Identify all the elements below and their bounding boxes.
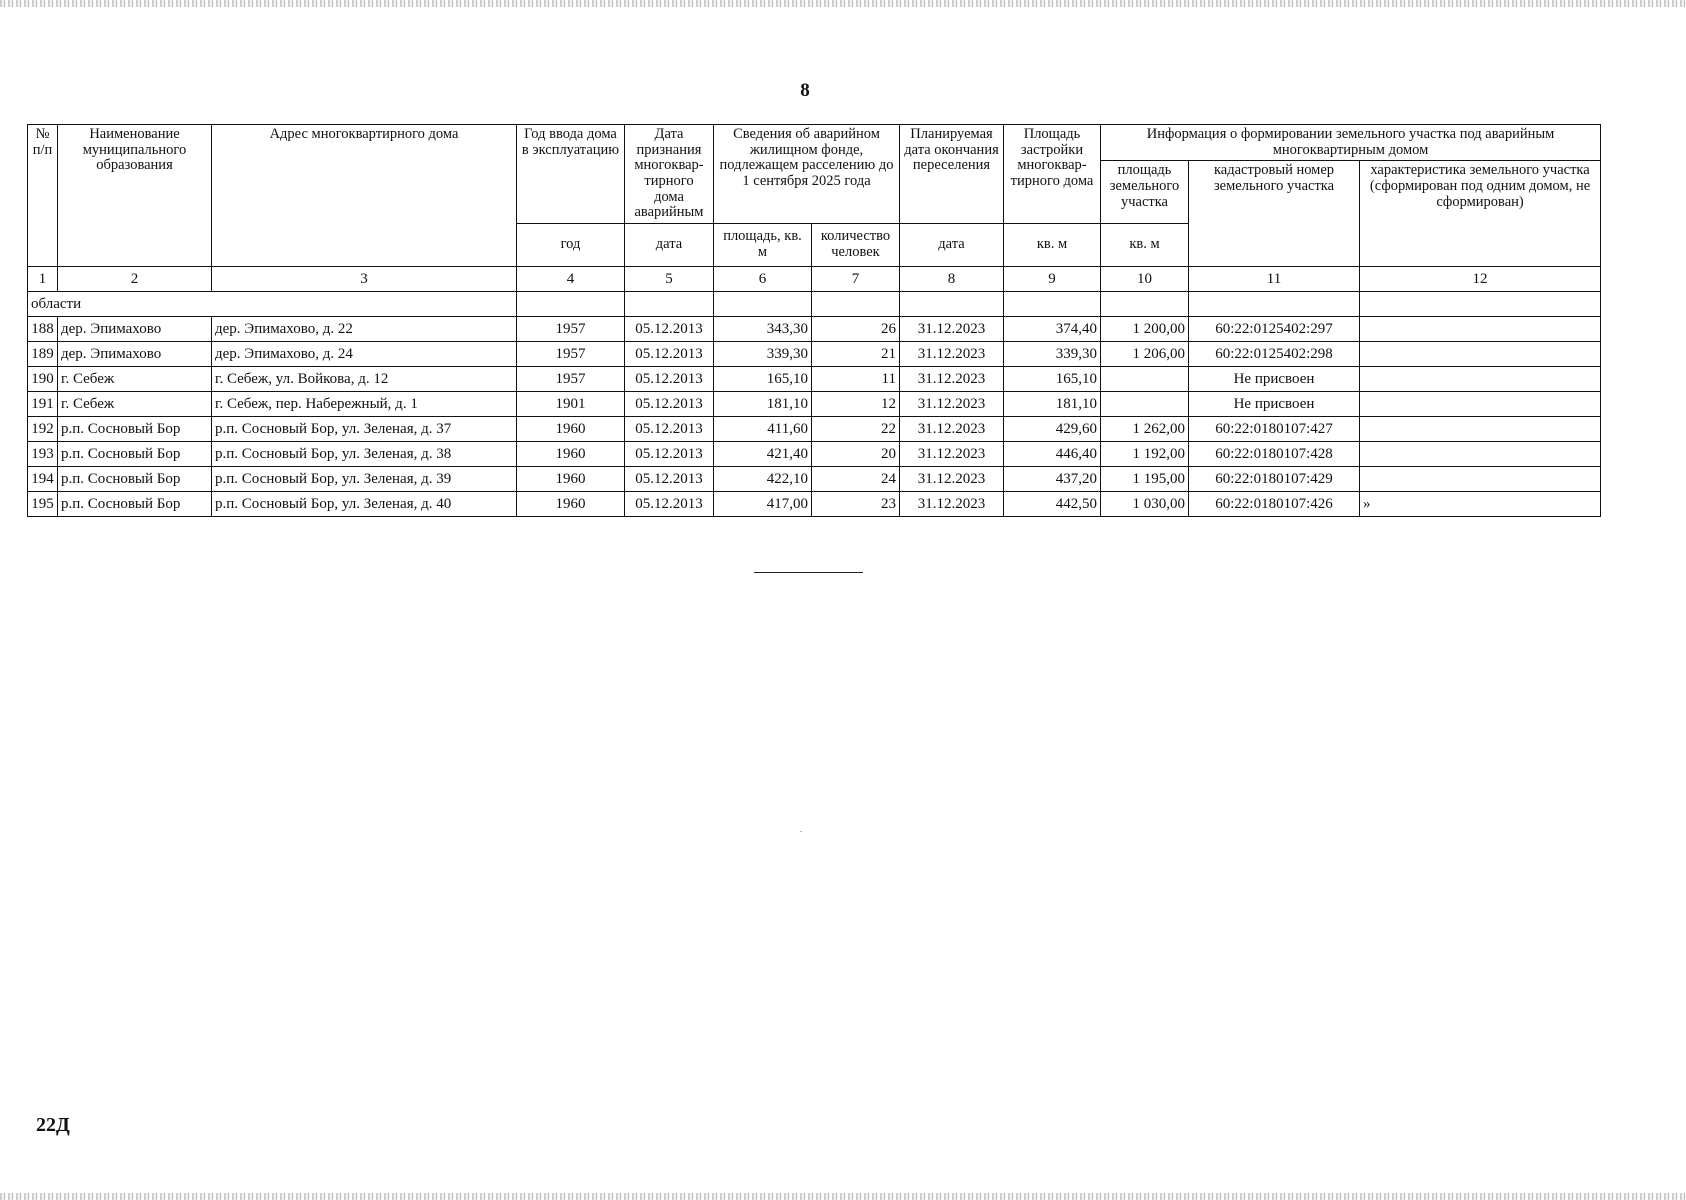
municipality-cell: р.п. Сосновый Бор: [58, 441, 212, 466]
land-area-cell: 1 195,00: [1101, 466, 1189, 491]
building-area-cell: 442,50: [1004, 491, 1101, 516]
scan-speck: [800, 831, 802, 832]
area-cell: 417,00: [714, 491, 812, 516]
row-number: 192: [28, 416, 58, 441]
land-area-cell: 1 192,00: [1101, 441, 1189, 466]
page-number: 8: [800, 80, 810, 101]
recognition-date-cell: 05.12.2013: [625, 416, 714, 441]
cadastral-cell: Не присвоен: [1189, 391, 1360, 416]
cadastral-cell: 60:22:0125402:297: [1189, 316, 1360, 341]
recognition-date-cell: 05.12.2013: [625, 466, 714, 491]
cadastral-cell: 60:22:0125402:298: [1189, 341, 1360, 366]
unit-building-area: кв. м: [1004, 223, 1101, 266]
table-row: [28, 316, 1601, 341]
header-address: Адрес многоквартирного дома: [212, 125, 517, 267]
people-cell: 12: [812, 391, 900, 416]
land-area-cell: 1 200,00: [1101, 316, 1189, 341]
building-area-cell: 429,60: [1004, 416, 1101, 441]
characteristic-cell: »: [1360, 491, 1601, 516]
table-row: [28, 366, 1601, 391]
header-land-area: площадь земельного участка: [1101, 161, 1189, 224]
people-cell: 23: [812, 491, 900, 516]
header-emergency-fund-group: Сведения об аварийном жилищном фонде, подлежащем расселению до 1 сентября 2025 года: [714, 125, 900, 224]
area-cell: 165,10: [714, 366, 812, 391]
header-planned-date: Планируемая дата окончания переселения: [900, 125, 1004, 224]
header-col-number: № п/п: [28, 125, 58, 267]
land-area-cell: 1 262,00: [1101, 416, 1189, 441]
address-cell: р.п. Сосновый Бор, ул. Зеленая, д. 37: [212, 416, 517, 441]
building-area-cell: 374,40: [1004, 316, 1101, 341]
area-cell: 411,60: [714, 416, 812, 441]
address-cell: р.п. Сосновый Бор, ул. Зеленая, д. 39: [212, 466, 517, 491]
address-cell: г. Себеж, пер. Набережный, д. 1: [212, 391, 517, 416]
row-number: 194: [28, 466, 58, 491]
row-number: 193: [28, 441, 58, 466]
footer-code: 22Д: [36, 1114, 70, 1136]
municipality-cell: р.п. Сосновый Бор: [58, 491, 212, 516]
recognition-date-cell: 05.12.2013: [625, 491, 714, 516]
separator-line: [754, 572, 863, 573]
recognition-date-cell: 05.12.2013: [625, 341, 714, 366]
municipality-cell: г. Себеж: [58, 366, 212, 391]
year-cell: 1960: [517, 441, 625, 466]
municipality-cell: дер. Эпимахово: [58, 341, 212, 366]
table-row: [28, 491, 1601, 516]
area-cell: 181,10: [714, 391, 812, 416]
year-cell: 1957: [517, 341, 625, 366]
table-row: [28, 416, 1601, 441]
people-cell: 11: [812, 366, 900, 391]
land-area-cell: [1101, 366, 1189, 391]
building-area-cell: 437,20: [1004, 466, 1101, 491]
emergency-housing-table: [27, 124, 1601, 517]
building-area-cell: 181,10: [1004, 391, 1101, 416]
characteristic-cell: [1360, 341, 1601, 366]
column-number: 1: [28, 266, 58, 291]
recognition-date-cell: 05.12.2013: [625, 391, 714, 416]
characteristic-cell: [1360, 416, 1601, 441]
characteristic-cell: [1360, 316, 1601, 341]
table-row: [28, 391, 1601, 416]
column-number: 5: [625, 266, 714, 291]
scan-edge-bottom: [0, 1193, 1686, 1200]
characteristic-cell: [1360, 391, 1601, 416]
column-number: 11: [1189, 266, 1360, 291]
land-area-cell: [1101, 391, 1189, 416]
unit-date: дата: [625, 223, 714, 266]
area-cell: 421,40: [714, 441, 812, 466]
header-cadastral-number: кадастровый номер земельного участка: [1189, 161, 1360, 267]
recognition-date-cell: 05.12.2013: [625, 366, 714, 391]
header-municipality: Наименование муниципального образования: [58, 125, 212, 267]
area-cell: 422,10: [714, 466, 812, 491]
unit-area: площадь, кв. м: [714, 223, 812, 266]
column-number: 7: [812, 266, 900, 291]
plan-date-cell: 31.12.2023: [900, 341, 1004, 366]
cadastral-cell: 60:22:0180107:429: [1189, 466, 1360, 491]
plan-date-cell: 31.12.2023: [900, 366, 1004, 391]
area-cell: 339,30: [714, 341, 812, 366]
unit-year: год: [517, 223, 625, 266]
address-cell: р.п. Сосновый Бор, ул. Зеленая, д. 40: [212, 491, 517, 516]
row-number: 195: [28, 491, 58, 516]
header-land-characteristic: характеристика земельного участка (сформирован под одним домом, не сформирован): [1360, 161, 1601, 267]
row-number: 188: [28, 316, 58, 341]
year-cell: 1957: [517, 316, 625, 341]
plan-date-cell: 31.12.2023: [900, 441, 1004, 466]
column-number: 10: [1101, 266, 1189, 291]
address-cell: дер. Эпимахово, д. 24: [212, 341, 517, 366]
header-recognition-date: Дата признания многоквар-тирного дома аварийным: [625, 125, 714, 224]
column-number-row: [28, 266, 1601, 291]
land-area-cell: 1 030,00: [1101, 491, 1189, 516]
address-cell: дер. Эпимахово, д. 22: [212, 316, 517, 341]
table-row: [28, 466, 1601, 491]
table-row: [28, 341, 1601, 366]
unit-people: количество человек: [812, 223, 900, 266]
header-building-area: Площадь застройки многоквар-тирного дома: [1004, 125, 1101, 224]
cadastral-cell: 60:22:0180107:427: [1189, 416, 1360, 441]
plan-date-cell: 31.12.2023: [900, 466, 1004, 491]
plan-date-cell: 31.12.2023: [900, 416, 1004, 441]
row-number: 191: [28, 391, 58, 416]
plan-date-cell: 31.12.2023: [900, 391, 1004, 416]
characteristic-cell: [1360, 466, 1601, 491]
column-number: 2: [58, 266, 212, 291]
scan-edge-top: [0, 0, 1686, 7]
column-number: 3: [212, 266, 517, 291]
cadastral-cell: 60:22:0180107:428: [1189, 441, 1360, 466]
municipality-cell: р.п. Сосновый Бор: [58, 466, 212, 491]
recognition-date-cell: 05.12.2013: [625, 316, 714, 341]
plan-date-cell: 31.12.2023: [900, 316, 1004, 341]
people-cell: 24: [812, 466, 900, 491]
cadastral-cell: Не присвоен: [1189, 366, 1360, 391]
building-area-cell: 339,30: [1004, 341, 1101, 366]
header-commission-year: Год ввода дома в эксплуатацию: [517, 125, 625, 224]
column-number: 4: [517, 266, 625, 291]
building-area-cell: 165,10: [1004, 366, 1101, 391]
unit-land-area: кв. м: [1101, 223, 1189, 266]
recognition-date-cell: 05.12.2013: [625, 441, 714, 466]
column-number: 8: [900, 266, 1004, 291]
people-cell: 20: [812, 441, 900, 466]
column-number: 12: [1360, 266, 1601, 291]
section-row: [28, 291, 1601, 316]
municipality-cell: г. Себеж: [58, 391, 212, 416]
table-row: [28, 441, 1601, 466]
row-number: 189: [28, 341, 58, 366]
people-cell: 26: [812, 316, 900, 341]
land-area-cell: 1 206,00: [1101, 341, 1189, 366]
row-number: 190: [28, 366, 58, 391]
people-cell: 22: [812, 416, 900, 441]
municipality-cell: дер. Эпимахово: [58, 316, 212, 341]
year-cell: 1960: [517, 416, 625, 441]
unit-plan-date: дата: [900, 223, 1004, 266]
year-cell: 1960: [517, 491, 625, 516]
characteristic-cell: [1360, 441, 1601, 466]
area-cell: 343,30: [714, 316, 812, 341]
year-cell: 1901: [517, 391, 625, 416]
year-cell: 1960: [517, 466, 625, 491]
column-number: 6: [714, 266, 812, 291]
year-cell: 1957: [517, 366, 625, 391]
building-area-cell: 446,40: [1004, 441, 1101, 466]
address-cell: р.п. Сосновый Бор, ул. Зеленая, д. 38: [212, 441, 517, 466]
municipality-cell: р.п. Сосновый Бор: [58, 416, 212, 441]
plan-date-cell: 31.12.2023: [900, 491, 1004, 516]
characteristic-cell: [1360, 366, 1601, 391]
header-row-1: [28, 125, 1601, 161]
column-number: 9: [1004, 266, 1101, 291]
header-land-plot-group: Информация о формировании земельного участка под аварийным многоквартирным домом: [1101, 125, 1601, 161]
section-label: области: [28, 291, 517, 316]
people-cell: 21: [812, 341, 900, 366]
cadastral-cell: 60:22:0180107:426: [1189, 491, 1360, 516]
address-cell: г. Себеж, ул. Войкова, д. 12: [212, 366, 517, 391]
